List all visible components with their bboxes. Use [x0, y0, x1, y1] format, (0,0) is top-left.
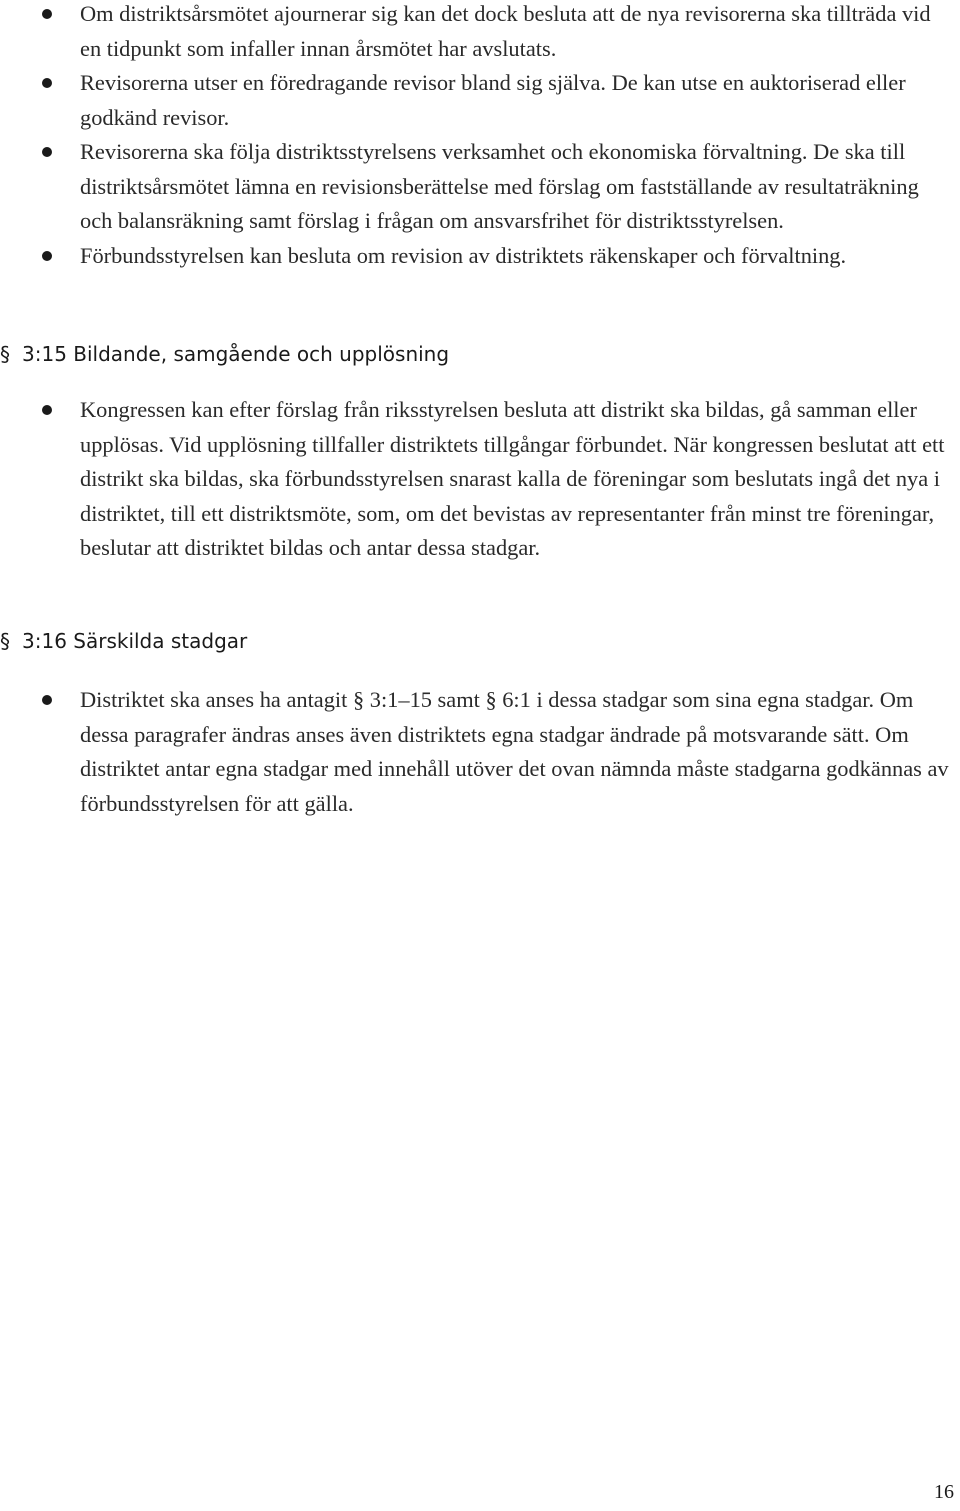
list-item-text: Om distriktsårsmötet ajournerar sig kan det dock besluta att de nya revisorerna ska tillträda vid en tidpunkt som infaller innan årsmötet har avslutats. — [80, 1, 931, 61]
bullet-list-bildande — [0, 393, 960, 566]
list-item — [0, 66, 960, 135]
bullet-icon — [42, 9, 52, 19]
bullet-icon — [42, 147, 52, 157]
bullet-icon — [42, 251, 52, 261]
paragraph-sign-icon: § — [0, 629, 10, 653]
bullet-icon — [42, 78, 52, 88]
section-heading-3-16 — [0, 627, 247, 655]
list-item — [0, 135, 960, 239]
list-item-text: Förbundsstyrelsen kan besluta om revision av distriktets räkenskaper och förvaltning. — [80, 242, 847, 268]
list-item-text: Revisorerna ska följa distriktsstyrelsens verksamhet och ekonomiska förvaltning. De ska till distriktsårsmötet lämna en revisionsberättelse med förslag om fastställande av resultaträkning och balansräkning samt förslag i frågan om ansvarsfrihet för distriktsstyrelsen. — [80, 139, 919, 233]
list-item-text: Revisorerna utser en föredragande revisor bland sig själva. De kan utse en auktoriserad eller godkänd revisor. — [80, 70, 906, 130]
bullet-icon — [42, 405, 52, 415]
bullet-list-revisorer — [0, 0, 960, 273]
list-item-text: Kongressen kan efter förslag från riksstyrelsen besluta att distrikt ska bildas, gå samman eller upplösas. Vid upplösning tillfaller distriktets tillgångar förbundet. När kongressen beslutat att ett distrikt ska bildas, ska förbundsstyrelsen snarast kalla de föreningar som beslutats ingå det nya i distriktet, till ett distriktsmöte, som, om det bevistas av representanter från minst tre föreningar, beslutar att distriktet bildas och antar dessa stadgar. — [80, 397, 945, 560]
list-item — [0, 239, 960, 274]
section-heading-3-15 — [0, 340, 449, 368]
list-item-text: Distriktet ska anses ha antagit § 3:1–15 samt § 6:1 i dessa stadgar som sina egna stadgar. Om dessa paragrafer ändras anses även distriktets egna stadgar ändrade på motsvarande sätt. Om distriktet antar egna stadgar med innehåll utöver det ovan nämnda måste stadgarna godkännas av förbundsstyrelsen för att gälla. — [80, 687, 949, 816]
list-item — [0, 0, 960, 66]
bullet-list-sarskilda-stadgar — [0, 683, 960, 821]
section-heading-text: 3:16 Särskilda stadgar — [22, 629, 248, 653]
paragraph-sign-icon: § — [0, 342, 10, 366]
list-item — [0, 393, 960, 566]
page-number: 16 — [934, 1481, 954, 1503]
bullet-icon — [42, 695, 52, 705]
list-item — [0, 683, 960, 821]
section-heading-text: 3:15 Bildande, samgående och upplösning — [22, 342, 450, 366]
